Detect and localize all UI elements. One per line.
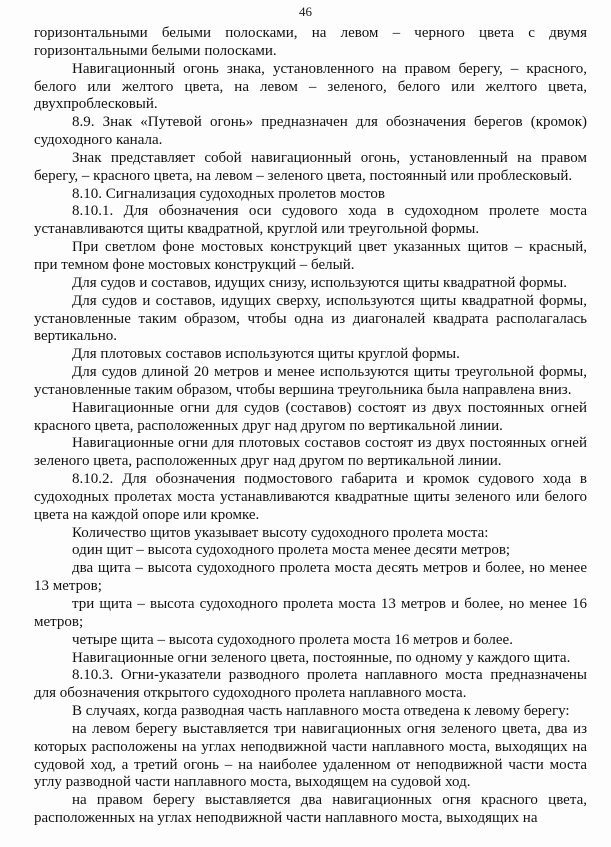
paragraph: Для судов длиной 20 метров и менее используются щиты треугольной формы, установленные таким образом, чтобы вершина треугольника была направлена вниз.	[34, 364, 587, 398]
section-heading: 8.10. Сигнализация судоходных пролетов мостов	[72, 185, 385, 202]
paragraph: Для судов и составов, идущих сверху, используются щиты квадратной формы, установленные таким образом, чтобы одна из диагоналей квадрата располагалась вертикально.	[34, 292, 587, 345]
paragraph: Для плотовых составов используются щиты круглой формы.	[72, 346, 460, 363]
paragraph: В случаях, когда разводная часть наплавного моста отведена к левому берегу:	[72, 703, 570, 720]
paragraph: 8.9. Знак «Путевой огонь» предназначен для обозначения берегов (кромок) судоходного канала.	[34, 114, 587, 149]
paragraph: Навигационные огни зеленого цвета, постоянные, по одному у каждого щита.	[72, 649, 571, 666]
paragraph: Навигационные огни для плотовых составов состоят из двух постоянных огней зеленого цвета, расположенных друг над другом по вертикальной линии.	[34, 435, 587, 470]
paragraph: 8.10.3. Огни-указатели разводного пролета наплавного моста предназначены для обозначения открытого судоходного пролета наплавного моста.	[34, 667, 587, 702]
list-item: два щита – высота судоходного пролета моста десять метров и более, но менее 13 метров;	[34, 560, 587, 595]
list-item: четыре щита – высота судоходного пролета моста 16 метров и более.	[72, 631, 513, 648]
paragraph: на левом берегу выставляется три навигационных огня зеленого цвета, два из которых расположены на углах неподвижной части наплавного моста, выходящих на судовой ход, а третий огонь – на наиболее удаленном от неподвижной части моста углу разводной части наплавного моста, выходящем на судовой ход.	[34, 720, 587, 791]
paragraph: Знак представляет собой навигационный огонь, установленный на правом берегу, – красного цвета, на левом – зеленого цвета, постоянный или проблесковый.	[34, 149, 587, 184]
paragraph: Количество щитов указывает высоту судоходного пролета моста:	[72, 524, 489, 541]
paragraph: При светлом фоне мостовых конструкций цвет указанных щитов – красный, при темном фоне мостовых конструкций – белый.	[34, 239, 587, 273]
paragraph: 8.10.1. Для обозначения оси судового хода в судоходном пролете моста устанавливаются щиты квадратной, круглой или треугольной формы.	[34, 203, 587, 238]
page-number: 46	[299, 4, 312, 19]
paragraph: горизонтальными белыми полосками, на левом – черного цвета с двумя горизонтальными белыми полосками.	[34, 25, 587, 59]
body-text	[34, 25, 587, 828]
list-item: три щита – высота судоходного пролета моста 13 метров и более, но менее 16 метров;	[34, 596, 587, 630]
paragraph: 8.10.2. Для обозначения подмостового габарита и кромок судового хода в судоходных пролетах моста устанавливаются квадратные щиты зеленого или белого цвета на каждой опоре или кромке.	[34, 471, 587, 523]
paragraph: Навигационный огонь знака, установленного на правом берегу, – красного, белого или желтого цвета, на левом – зеленого, белого или желтого цвета, двухпроблесковый.	[34, 60, 587, 113]
paragraph: Навигационные огни для судов (составов) состоят из двух постоянных огней красного цвета, расположенных друг над другом по вертикальной линии.	[34, 399, 587, 434]
list-item: один щит – высота судоходного пролета моста менее десяти метров;	[72, 542, 511, 559]
paragraph: на правом берегу выставляется два навигационных огня красного цвета, расположенных на углах неподвижной части наплавного моста, выходящих на	[34, 792, 587, 827]
paragraph: Для судов и составов, идущих снизу, используются щиты квадратной формы.	[72, 274, 567, 291]
